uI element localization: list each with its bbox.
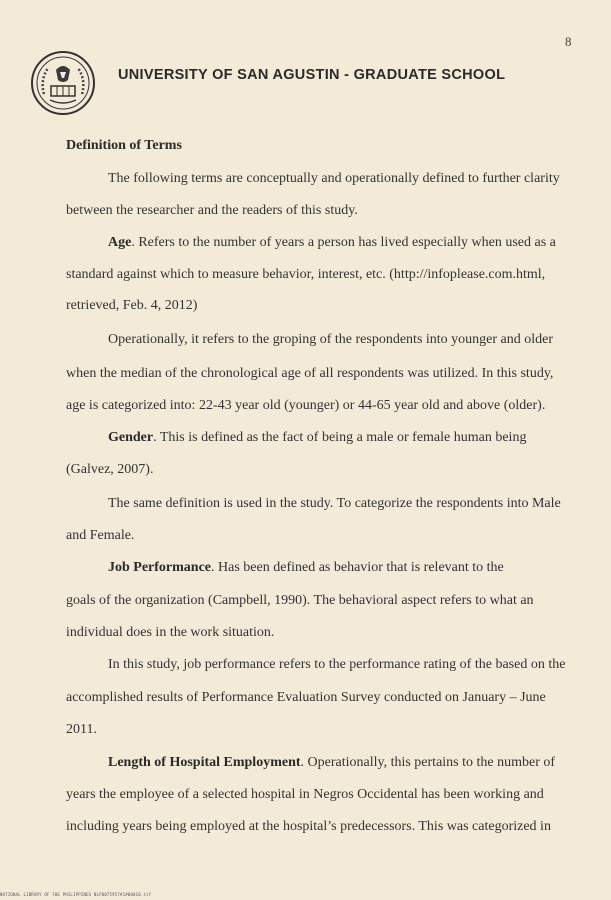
archive-footer-strip: NATIONAL LIBRARY OF THE PHILIPPINES NLP0075957#1#00010.tif — [0, 892, 152, 897]
term-age: Age — [108, 235, 132, 250]
section-title: Definition of Terms — [66, 138, 182, 153]
paragraph-line: The same definition is used in the study. To categorize the respondents into Male — [108, 496, 561, 511]
paragraph-line: Operationally, it refers to the groping of the respondents into younger and older — [108, 332, 554, 347]
paragraph-line: when the median of the chronological age of all respondents was utilized. In this study, — [66, 366, 554, 381]
paragraph-line: The following terms are conceptually and operationally defined to further clarity — [108, 171, 560, 186]
paragraph-line: and Female. — [66, 528, 135, 543]
term-job-performance: Job Performance — [108, 560, 212, 575]
page-number: 8 — [565, 34, 572, 49]
header-title: UNIVERSITY OF SAN AGUSTIN - GRADUATE SCHOOL — [118, 67, 506, 83]
university-seal-icon — [30, 50, 96, 116]
paragraph-line — [108, 755, 555, 771]
term-gender: Gender — [108, 430, 154, 445]
paragraph-line — [108, 430, 526, 446]
paragraph-line: age is categorized into: 22-43 year old (younger) or 44-65 year old and above (older). — [66, 398, 546, 413]
paragraph-line: standard against which to measure behavior, interest, etc. (http://infoplease.com.html, — [66, 267, 546, 282]
paragraph-line: 2011. — [66, 722, 97, 737]
paragraph-line — [108, 235, 556, 251]
paragraph-line — [108, 560, 504, 576]
paragraph-line: between the researcher and the readers of this study. — [66, 203, 358, 218]
term-definition-text: . This is defined as the fact of being a male or female human being — [153, 430, 527, 445]
paragraph-line: retrieved, Feb. 4, 2012) — [66, 298, 198, 313]
term-definition-text: . Refers to the number of years a person has lived especially when used as a — [131, 235, 556, 250]
term-definition-text: . Has been defined as behavior that is relevant to the — [211, 560, 504, 575]
term-definition-text: . Operationally, this pertains to the number of — [300, 755, 556, 770]
paragraph-line: In this study, job performance refers to the performance rating of the based on the — [108, 657, 566, 672]
paragraph-line: goals of the organization (Campbell, 1990). The behavioral aspect refers to what an — [66, 593, 534, 608]
paragraph-line: individual does in the work situation. — [66, 625, 275, 640]
paragraph-line: (Galvez, 2007). — [66, 462, 154, 477]
paragraph-line: accomplished results of Performance Evaluation Survey conducted on January – June — [66, 690, 546, 705]
term-length-of-hospital-employment: Length of Hospital Employment — [108, 755, 301, 770]
paragraph-line: including years being employed at the hospital’s predecessors. This was categorized in — [66, 819, 551, 834]
paragraph-line: years the employee of a selected hospital in Negros Occidental has been working and — [66, 787, 544, 802]
